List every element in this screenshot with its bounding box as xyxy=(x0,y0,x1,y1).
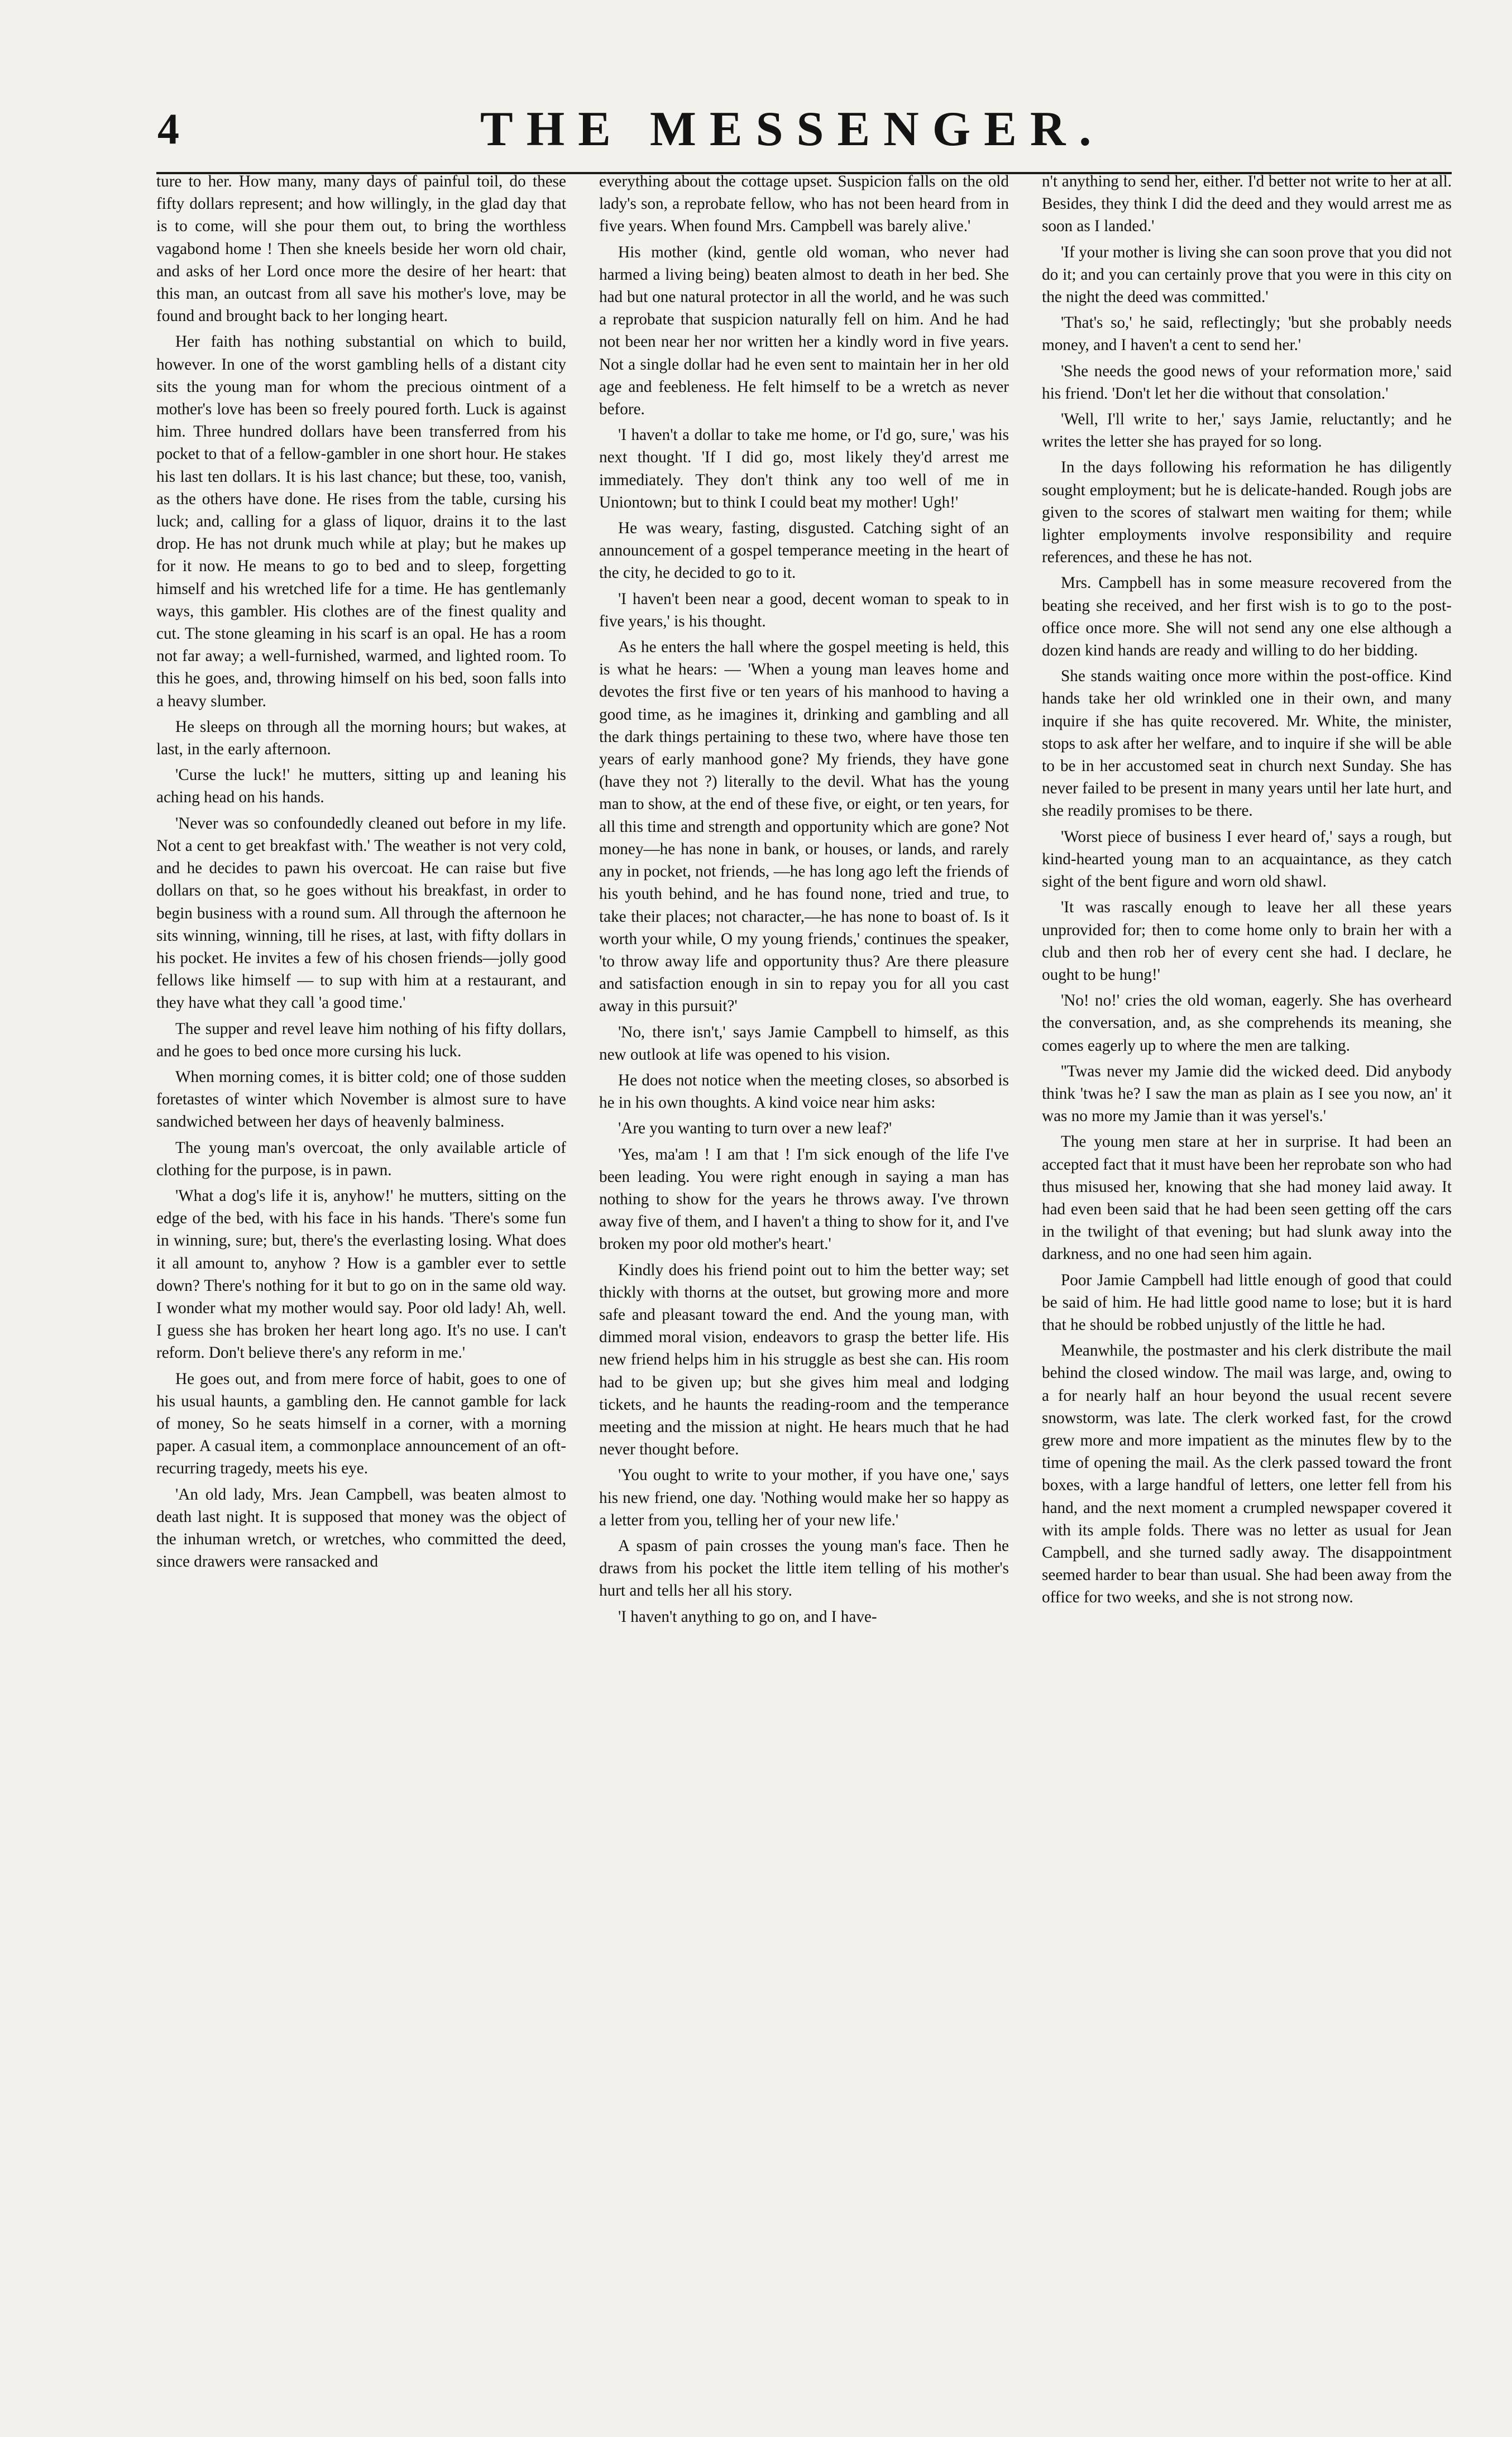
paragraph: His mother (kind, gentle old woman, who never had harmed a living being) beaten almost to death in her bed. She had but one natural protector in all the world, and he was such a reprobate that suspicion naturally fell on him. And he had not been near her nor written her a kindly word in five years. Not a single dollar had he even sent to maintain her in her old age and feebleness. He felt himself to be a wretch as never before. xyxy=(599,243,1009,419)
paragraph: He sleeps on through all the morning hours; but wakes, at last, in the early afternoon. xyxy=(156,717,566,759)
paragraph: 'You ought to write to your mother, if you have one,' says his new friend, one day. 'Nothing would make her so happy as a letter from you, telling her of your new life.' xyxy=(599,1466,1009,1529)
paragraph: 'That's so,' he said, reflectingly; 'but she probably needs money, and I haven't a cent to send her.' xyxy=(1042,314,1452,355)
paragraph: ''Twas never my Jamie did the wicked deed. Did anybody think 'twas he? I saw the man as plain as I see you now, an' it was no more my Jamie than it was yersel's.' xyxy=(1042,1062,1452,1126)
paragraph: 'I haven't a dollar to take me home, or I'd go, sure,' was his next thought. 'If I did go, most likely they'd arrest me immediately. They don't think any too well of me in Uniontown; but to think I could beat my mother! Ugh!' xyxy=(599,426,1009,511)
paragraph: 'I haven't been near a good, decent woman to speak to in five years,' is his thought. xyxy=(599,590,1009,630)
paragraph: 'It was rascally enough to leave her all these years unprovided for; then to come home only to brain her with a club and then rob her of every cent she had. I declare, he ought to be hung!' xyxy=(1042,898,1452,984)
paragraph: The young men stare at her in surprise. It had been an accepted fact that it must have been her reprobate son who had thus misused her, knowing that she had money laid away. It had even been said that he had been seen getting off the cars in the twilight of that evening; but had slunk away into the darkness, and no one had seen him again. xyxy=(1042,1133,1452,1263)
paragraph: He goes out, and from mere force of habit, goes to one of his usual haunts, a gambling den. He cannot gamble for lack of money, So he seats himself in a corner, with a morning paper. A casual item, a commonplace announcement of an oft-recurring tragedy, meets his eye. xyxy=(156,1370,566,1478)
paragraph: 'Worst piece of business I ever heard of,' says a rough, but kind-hearted young man to an acquaintance, as they catch sight of the bent figure and worn old shawl. xyxy=(1042,827,1452,891)
paragraph: She stands waiting once more within the post-office. Kind hands take her old wrinkled one in their own, and many inquire if she has quite recovered. Mr. White, the minister, stops to ask after her welfare, and to inquire if she will be able to be in her accustomed seat in church next Sunday. She has never failed to be present in many years until her late hurt, and she readily promises to be there. xyxy=(1042,667,1452,820)
article-columns xyxy=(156,170,1452,2370)
column-1 xyxy=(156,170,566,2370)
paragraph: Poor Jamie Campbell had little enough of good that could be said of him. He had little good name to lose; but it is hard that he should be robbed unjustly of the little he had. xyxy=(1042,1271,1452,1334)
paragraph: Meanwhile, the postmaster and his clerk distribute the mail behind the closed window. The mail was large, and, owing to a for nearly half an hour beyond the usual recent severe snowstorm, was late. The clerk worked fast, for the crowd grew more and more impatient as the minutes flew by to the time of opening the mail. As the clerk passed toward the front boxes, with a large handful of letters, one letter fell from his hand, and the next moment a crumpled newspaper covered it with its ample folds. There was no letter as usual for Jean Campbell, and she turned sadly away. The disappointment seemed harder to bear than usual. She had been away from the office for two weeks, and she is not strong now. xyxy=(1042,1342,1452,1607)
paragraph: In the days following his reformation he has diligently sought employment; but he is delicate-handed. Rough jobs are given to the scores of stalwart men waiting for them; while lighter employments involve responsibility and require references, and these he has not. xyxy=(1042,458,1452,567)
paragraph: 'Never was so confoundedly cleaned out before in my life. Not a cent to get breakfast with.' The weather is not very cold, and he decides to pawn his overcoat. He can raise but five dollars on that, so he goes without his breakfast, in order to begin business with a round sum. All through the afternoon he sits winning, winning, till he rises, at last, with fifty dollars in his pocket. He invites a few of his chosen friends—jolly good fellows like himself — to sup with him at a restaurant, and they have what they call 'a good time.' xyxy=(156,814,566,1012)
paragraph: n't anything to send her, either. I'd better not write to her at all. Besides, they think I did the deed and they would arrest me as soon as I landed.' xyxy=(1042,173,1452,236)
paragraph: When morning comes, it is bitter cold; one of those sudden foretastes of winter which November is almost sure to have sandwiched between her days of heavenly balminess. xyxy=(156,1067,566,1131)
column-3 xyxy=(1042,170,1452,2370)
paragraph: The supper and revel leave him nothing of his fifty dollars, and he goes to bed once more cursing his luck. xyxy=(156,1019,566,1060)
paragraph: He does not notice when the meeting closes, so absorbed is he in his own thoughts. A kind voice near him asks: xyxy=(599,1071,1009,1112)
paragraph: He was weary, fasting, disgusted. Catching sight of an announcement of a gospel temperance meeting in the heart of the city, he decided to go to it. xyxy=(599,519,1009,582)
column-2 xyxy=(599,170,1009,2370)
paragraph: 'Are you wanting to turn over a new leaf?' xyxy=(618,1119,892,1138)
newspaper-title: THE MESSENGER. xyxy=(480,102,1105,156)
paragraph: Kindly does his friend point out to him the better way; set thickly with thorns at the outset, but growing more and more safe and pleasant toward the end. And the young man, with dimmed moral vision, endeavors to grasp the better life. His new friend helps him in his struggle as best she can. His room had to be given up; but she gives him meal and lodging tickets, and he haunts the reading-room and the temperance meeting and the mission at night. He hears much that he had never thought before. xyxy=(599,1261,1009,1459)
paragraph: Her faith has nothing substantial on which to build, however. In one of the worst gambling hells of a distant city sits the young man for whom the precious ointment of a mother's love has been so freely poured forth. Luck is against him. Three hundred dollars have been transferred from his pocket to that of a fellow-gambler in one short hour. He stakes his last ten dollars. It is his last chance; but these, too, vanish, as the others have done. He rises from the table, cursing his luck; and, calling for a glass of liquor, drains it to the last drop. He has not drunk much while at play; but he makes up for it now. He means to go to bed and to sleep, forgetting himself and his wretched life for a time. He has gentlemanly ways, this gambler. His clothes are of the finest quality and cut. The stone gleaming in his scarf is an opal. He has a room not far away; a well-furnished, warmed, and lighted room. To this he goes, and, throwing himself on his bed, soon falls into a heavy slumber. xyxy=(156,333,566,710)
page-number: 4 xyxy=(157,104,179,153)
paragraph: Mrs. Campbell has in some measure recovered from the beating she received, and her first wish is to go to the post-office once more. She will not send any one else although a dozen kind hands are ready and willing to do her bidding. xyxy=(1042,574,1452,660)
paragraph: 'An old lady, Mrs. Jean Campbell, was beaten almost to death last night. It is supposed that money was the object of the inhuman wretch, or wretches, who committed the deed, since drawers were ransacked and xyxy=(156,1485,566,1571)
paragraph: A spasm of pain crosses the young man's face. Then he draws from his pocket the little item telling of his mother's hurt and tells her all his story. xyxy=(599,1536,1009,1600)
paragraph: 'What a dog's life it is, anyhow!' he mutters, sitting on the edge of the bed, with his face in his hands. 'There's some fun in winning, sure; but, there's the everlasting losing. What does it all amount to, anyhow ? How is a gambler ever to settle down? There's nothing for it but to go on in the same old way. I wonder what my mother would say. Poor old lady! Ah, well. I guess she has broken her heart long ago. It's no use. I can't reform. Don't believe there's any reform in me.' xyxy=(156,1186,566,1362)
paragraph: 'Curse the luck!' he mutters, sitting up and leaning his aching head on his hands. xyxy=(156,766,566,807)
paragraph: 'Well, I'll write to her,' says Jamie, reluctantly; and he writes the letter she has prayed for so long. xyxy=(1042,410,1452,451)
paragraph: The young man's overcoat, the only available article of clothing for the purpose, is in pawn. xyxy=(156,1138,566,1179)
paragraph: 'If your mother is living she can soon prove that you did not do it; and you can certainly prove that you were in this city on the night the deed was committed.' xyxy=(1042,243,1452,307)
paragraph: 'I haven't anything to go on, and I have- xyxy=(618,1607,877,1626)
paragraph: 'She needs the good news of your reformation more,' said his friend. 'Don't let her die without that consolation.' xyxy=(1042,362,1452,403)
paragraph: ture to her. How many, many days of painful toil, do these fifty dollars represent; and how willingly, in the glad day that is to come, will she pour them out, to bring the worthless vagabond home ! Then she kneels beside her worn old chair, and asks of her Lord once more the desire of her heart: that this man, an outcast from all save his mother's love, may be found and brought back to her longing heart. xyxy=(156,173,566,325)
paragraph: 'No, there isn't,' says Jamie Campbell to himself, as this new outlook at life was opened to his vision. xyxy=(599,1023,1009,1064)
paragraph: As he enters the hall where the gospel meeting is held, this is what he hears: — 'When a young man leaves home and devotes the first five or ten years of his manhood to having a good time, as he imagines it, drinking and gambling and all the dark things pertaining to these two, where have those ten years of early manhood gone? My friends, they have gone (have they not ?) literally to the devil. What has the young man to show, at the end of these five, or eight, or ten years, for all this time and strength and opportunity which are gone? Not money—he has none in bank, or houses, or lands, and rarely any in pocket, not friends, —he has long ago left the friends of his youth behind, and he has found none, tried and true, to take their places; not character,—he has none to boast of. Is it worth your while, O my young friends,' continues the speaker, 'to throw away life and opportunity thus? Are there pleasure and satisfaction enough in sin to repay you for all you cast away in this pursuit?' xyxy=(599,638,1009,1016)
paragraph: 'No! no!' cries the old woman, eagerly. She has overheard the conversation, and, as she comprehends its meaning, she comes eagerly up to where the men are talking. xyxy=(1042,992,1452,1055)
paragraph: 'Yes, ma'am ! I am that ! I'm sick enough of the life I've been leading. You were right enough in saying a man has nothing to show for the years he throws away. I've thrown away five of them, and I haven't a thing to show for it, and I've broken my poor old mother's heart.' xyxy=(599,1145,1009,1253)
masthead xyxy=(0,100,1512,162)
paragraph: everything about the cottage upset. Suspicion falls on the old lady's son, a reprobate fellow, who has not been heard from in five years. When found Mrs. Campbell was barely alive.' xyxy=(599,173,1009,236)
